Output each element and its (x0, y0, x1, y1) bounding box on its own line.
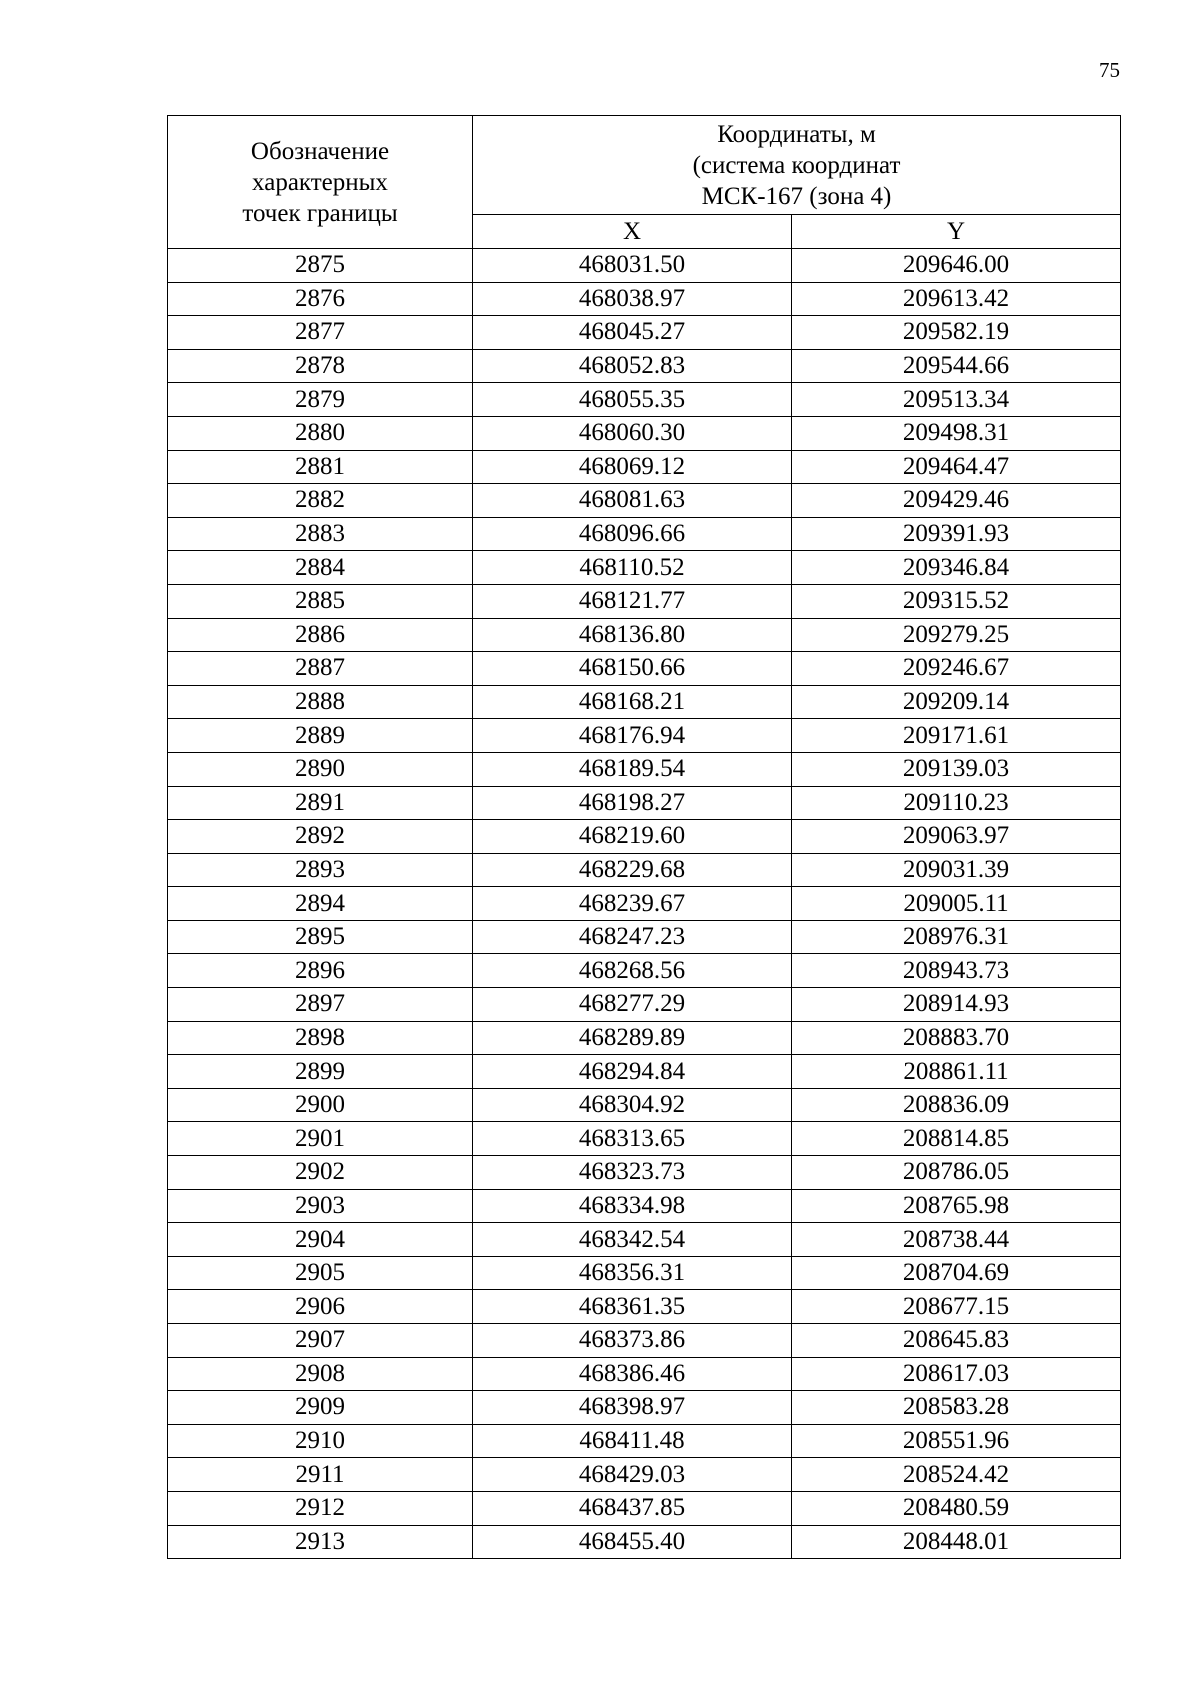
x-coordinate-cell: 468189.54 (473, 752, 792, 786)
point-id-cell: 2877 (168, 316, 473, 350)
point-designation-header (168, 116, 473, 249)
table-row (168, 820, 1121, 854)
table-row (168, 887, 1121, 921)
table-row (168, 383, 1121, 417)
point-id-cell: 2912 (168, 1491, 473, 1525)
y-coordinate-cell: 208765.98 (792, 1189, 1121, 1223)
point-id-cell: 2900 (168, 1088, 473, 1122)
point-id-cell: 2904 (168, 1223, 473, 1257)
table-row (168, 1223, 1121, 1257)
x-coordinate-cell: 468386.46 (473, 1357, 792, 1391)
x-coordinate-cell: 468304.92 (473, 1088, 792, 1122)
y-coordinate-cell: 209031.39 (792, 853, 1121, 887)
point-id-cell: 2887 (168, 652, 473, 686)
table-row (168, 1458, 1121, 1492)
point-id-cell: 2884 (168, 551, 473, 585)
point-id-cell: 2892 (168, 820, 473, 854)
point-id-cell: 2878 (168, 349, 473, 383)
x-coordinate-cell: 468455.40 (473, 1525, 792, 1559)
table-row (168, 719, 1121, 753)
x-coordinate-cell: 468398.97 (473, 1391, 792, 1425)
table-row (168, 685, 1121, 719)
table-row (168, 1055, 1121, 1089)
x-coordinate-cell: 468031.50 (473, 249, 792, 283)
x-coordinate-cell: 468052.83 (473, 349, 792, 383)
y-coordinate-cell: 209315.52 (792, 584, 1121, 618)
x-coordinate-cell: 468247.23 (473, 920, 792, 954)
x-coordinate-cell: 468121.77 (473, 584, 792, 618)
point-id-cell: 2897 (168, 988, 473, 1022)
y-coordinate-cell: 208448.01 (792, 1525, 1121, 1559)
point-id-cell: 2895 (168, 920, 473, 954)
coordinates-group-header (473, 116, 1121, 215)
point-id-cell: 2885 (168, 584, 473, 618)
x-coordinate-cell: 468373.86 (473, 1324, 792, 1358)
table-row (168, 450, 1121, 484)
coordinates-table (167, 115, 1121, 1559)
point-id-cell: 2913 (168, 1525, 473, 1559)
y-coordinate-cell: 209346.84 (792, 551, 1121, 585)
x-coordinate-cell: 468069.12 (473, 450, 792, 484)
y-coordinate-cell: 208861.11 (792, 1055, 1121, 1089)
x-coordinate-cell: 468150.66 (473, 652, 792, 686)
y-coordinate-cell: 208524.42 (792, 1458, 1121, 1492)
table-row (168, 584, 1121, 618)
coords-header-line: (система координат (692, 151, 901, 179)
point-id-cell: 2875 (168, 249, 473, 283)
table-row (168, 1491, 1121, 1525)
y-coordinate-cell: 208943.73 (792, 954, 1121, 988)
y-coordinate-cell: 208836.09 (792, 1088, 1121, 1122)
y-coordinate-cell: 208883.70 (792, 1021, 1121, 1055)
y-coordinate-cell: 208814.85 (792, 1122, 1121, 1156)
y-coordinate-cell: 208677.15 (792, 1290, 1121, 1324)
table-row (168, 1088, 1121, 1122)
y-coordinate-cell: 209279.25 (792, 618, 1121, 652)
x-coordinate-cell: 468437.85 (473, 1491, 792, 1525)
table-row (168, 752, 1121, 786)
y-coordinate-cell: 208480.59 (792, 1491, 1121, 1525)
point-id-cell: 2879 (168, 383, 473, 417)
point-id-cell: 2909 (168, 1391, 473, 1425)
table-row (168, 1122, 1121, 1156)
x-coordinate-cell: 468268.56 (473, 954, 792, 988)
table-row (168, 1357, 1121, 1391)
x-coordinate-cell: 468411.48 (473, 1424, 792, 1458)
table-row (168, 517, 1121, 551)
table-row (168, 1525, 1121, 1559)
table-row (168, 786, 1121, 820)
x-coordinate-cell: 468176.94 (473, 719, 792, 753)
table-row (168, 920, 1121, 954)
point-id-cell: 2894 (168, 887, 473, 921)
point-header-line: характерных (252, 168, 388, 196)
table-row (168, 988, 1121, 1022)
point-id-cell: 2906 (168, 1290, 473, 1324)
y-coordinate-cell: 209391.93 (792, 517, 1121, 551)
x-coordinate-cell: 468081.63 (473, 484, 792, 518)
point-id-cell: 2883 (168, 517, 473, 551)
y-coordinate-cell: 209139.03 (792, 752, 1121, 786)
point-id-cell: 2890 (168, 752, 473, 786)
y-coordinate-cell: 209063.97 (792, 820, 1121, 854)
point-id-cell: 2898 (168, 1021, 473, 1055)
point-id-cell: 2899 (168, 1055, 473, 1089)
y-coordinate-cell: 208704.69 (792, 1256, 1121, 1290)
point-id-cell: 2902 (168, 1156, 473, 1190)
x-coordinate-cell: 468239.67 (473, 887, 792, 921)
x-coordinate-cell: 468294.84 (473, 1055, 792, 1089)
point-id-cell: 2896 (168, 954, 473, 988)
x-coordinate-cell: 468219.60 (473, 820, 792, 854)
point-id-cell: 2908 (168, 1357, 473, 1391)
y-coordinate-cell: 208976.31 (792, 920, 1121, 954)
table-row (168, 1290, 1121, 1324)
table-row (168, 416, 1121, 450)
table-row (168, 954, 1121, 988)
y-coordinate-cell: 209498.31 (792, 416, 1121, 450)
x-coordinate-cell: 468110.52 (473, 551, 792, 585)
y-coordinate-cell: 209171.61 (792, 719, 1121, 753)
y-coordinate-cell: 208645.83 (792, 1324, 1121, 1358)
y-coordinate-cell: 208738.44 (792, 1223, 1121, 1257)
table-row (168, 1256, 1121, 1290)
x-coordinate-cell: 468168.21 (473, 685, 792, 719)
y-coordinate-cell: 209464.47 (792, 450, 1121, 484)
point-header-line: точек границы (242, 199, 398, 227)
y-column-header: Y (792, 215, 1121, 249)
y-coordinate-cell: 209429.46 (792, 484, 1121, 518)
x-coordinate-cell: 468334.98 (473, 1189, 792, 1223)
x-coordinate-cell: 468361.35 (473, 1290, 792, 1324)
table-row (168, 316, 1121, 350)
point-id-cell: 2876 (168, 282, 473, 316)
y-coordinate-cell: 209110.23 (792, 786, 1121, 820)
x-coordinate-cell: 468136.80 (473, 618, 792, 652)
x-coordinate-cell: 468323.73 (473, 1156, 792, 1190)
x-coordinate-cell: 468342.54 (473, 1223, 792, 1257)
x-coordinate-cell: 468313.65 (473, 1122, 792, 1156)
table-row (168, 1021, 1121, 1055)
x-coordinate-cell: 468356.31 (473, 1256, 792, 1290)
table-row (168, 551, 1121, 585)
point-id-cell: 2910 (168, 1424, 473, 1458)
point-id-cell: 2903 (168, 1189, 473, 1223)
x-column-header: X (473, 215, 792, 249)
point-id-cell: 2882 (168, 484, 473, 518)
y-coordinate-cell: 208583.28 (792, 1391, 1121, 1425)
table-body (168, 249, 1121, 1559)
point-id-cell: 2905 (168, 1256, 473, 1290)
table-row (168, 349, 1121, 383)
point-id-cell: 2886 (168, 618, 473, 652)
table-header (168, 116, 1121, 249)
table-row (168, 618, 1121, 652)
y-coordinate-cell: 209613.42 (792, 282, 1121, 316)
table-row (168, 249, 1121, 283)
point-id-cell: 2911 (168, 1458, 473, 1492)
table-row (168, 1324, 1121, 1358)
point-id-cell: 2891 (168, 786, 473, 820)
point-id-cell: 2889 (168, 719, 473, 753)
y-coordinate-cell: 209005.11 (792, 887, 1121, 921)
table-row (168, 1391, 1121, 1425)
x-coordinate-cell: 468289.89 (473, 1021, 792, 1055)
table-row (168, 853, 1121, 887)
table-row (168, 1156, 1121, 1190)
point-id-cell: 2888 (168, 685, 473, 719)
point-id-cell: 2907 (168, 1324, 473, 1358)
y-coordinate-cell: 209582.19 (792, 316, 1121, 350)
x-coordinate-cell: 468055.35 (473, 383, 792, 417)
y-coordinate-cell: 209513.34 (792, 383, 1121, 417)
table-row (168, 484, 1121, 518)
x-coordinate-cell: 468429.03 (473, 1458, 792, 1492)
x-coordinate-cell: 468198.27 (473, 786, 792, 820)
point-header-line: Обозначение (250, 137, 390, 165)
x-coordinate-cell: 468038.97 (473, 282, 792, 316)
table-row (168, 282, 1121, 316)
x-coordinate-cell: 468096.66 (473, 517, 792, 551)
y-coordinate-cell: 209646.00 (792, 249, 1121, 283)
point-id-cell: 2893 (168, 853, 473, 887)
y-coordinate-cell: 209209.14 (792, 685, 1121, 719)
y-coordinate-cell: 209544.66 (792, 349, 1121, 383)
y-coordinate-cell: 209246.67 (792, 652, 1121, 686)
y-coordinate-cell: 208551.96 (792, 1424, 1121, 1458)
x-coordinate-cell: 468060.30 (473, 416, 792, 450)
y-coordinate-cell: 208617.03 (792, 1357, 1121, 1391)
point-id-cell: 2901 (168, 1122, 473, 1156)
x-coordinate-cell: 468045.27 (473, 316, 792, 350)
y-coordinate-cell: 208914.93 (792, 988, 1121, 1022)
y-coordinate-cell: 208786.05 (792, 1156, 1121, 1190)
table-row (168, 1189, 1121, 1223)
point-id-cell: 2880 (168, 416, 473, 450)
coords-header-line: МСК-167 (зона 4) (701, 182, 892, 210)
table-row (168, 1424, 1121, 1458)
x-coordinate-cell: 468229.68 (473, 853, 792, 887)
point-id-cell: 2881 (168, 450, 473, 484)
page-number: 75 (1099, 58, 1120, 82)
table-row (168, 652, 1121, 686)
x-coordinate-cell: 468277.29 (473, 988, 792, 1022)
coords-header-line: Координаты, м (717, 120, 876, 148)
